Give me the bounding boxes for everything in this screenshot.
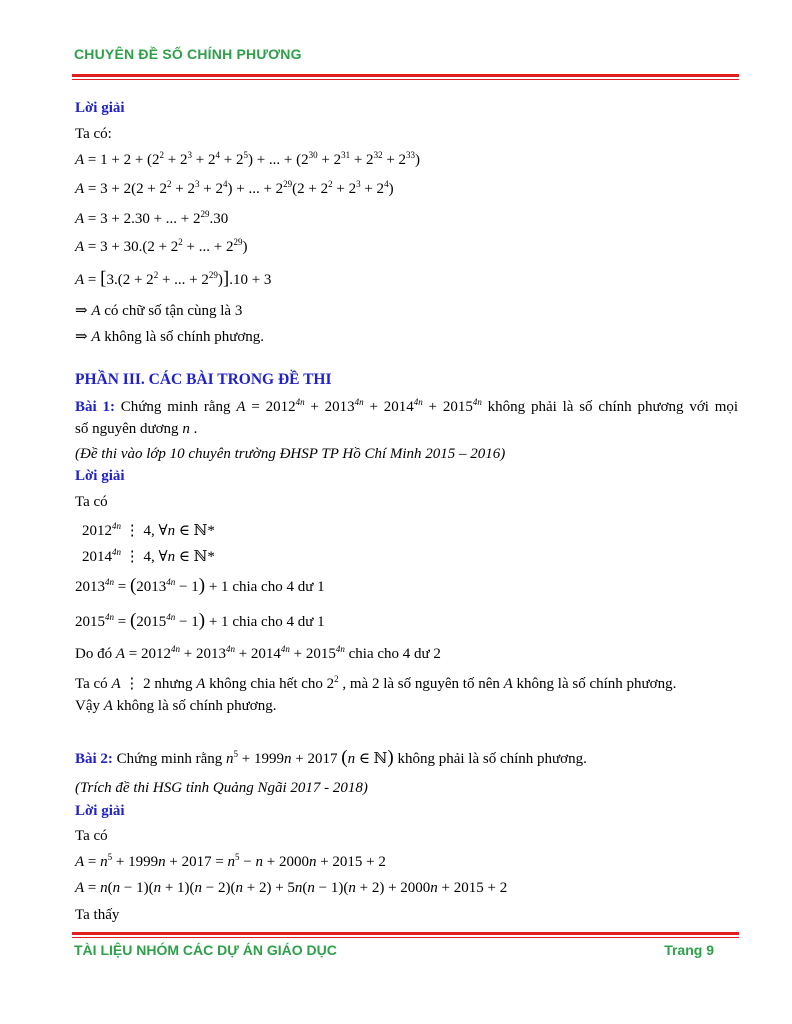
text: Ta có: [75, 676, 108, 692]
text: , mà 2 là số nguyên tố nên: [342, 676, 500, 692]
header-rule-thin: [72, 79, 739, 80]
equation-line: $2014^{4n}$ ⋮ 4, ∀n ∈ ℕ*: [82, 547, 215, 565]
page-footer: [74, 942, 714, 958]
equation-line: $2015^{4n} = (2015^{4n} - 1) + 1$ chia cho 4 dư 1: [75, 610, 325, 631]
problem-statement: Bài 1: Chứng minh rằng $A = 2012^{4n} + 2013^{4n} + 2014^{4n} + 2015^{4n}$ không phải là số chính phương với mọi: [75, 397, 739, 415]
page-number: Trang 9: [664, 942, 714, 958]
footer-left: TÀI LIỆU NHÓM CÁC DỰ ÁN GIÁO DỤC: [74, 942, 337, 958]
conclusion-line: ⇒ A không là số chính phương.: [75, 329, 265, 345]
problem-source: (Đề thi vào lớp 10 chuyên trường ĐHSP TP Hồ Chí Minh 2015 – 2016): [75, 446, 506, 462]
text: nhưng: [154, 676, 193, 692]
equation-line: Do đó $A = 2012^{4n} + 2013^{4n} + 2014^{4n} + 2015^{4n}$ chia cho 4 dư 2: [75, 644, 441, 662]
equation-line: $2013^{4n} = (2013^{4n} - 1) + 1$ chia cho 4 dư 1: [75, 575, 325, 596]
problem-source: (Trích đề thi HSG tỉnh Quảng Ngãi 2017 - 2018): [75, 780, 368, 796]
problem-label: Bài 1:: [75, 399, 115, 415]
equation-line: $A = 3 + 2(2 + 2^2 + 2^3 + 2^4)$ + ... + $2^{29}(2 + 2^2 + 2^3 + 2^4)$: [75, 179, 394, 197]
equation-line: A = 3 + 2.30 + ... + $2^{29}.30$: [75, 209, 229, 227]
problem-text: không phải là số chính phương.: [397, 751, 587, 767]
text: Vậy: [75, 698, 100, 714]
text: chia cho 4 dư 2: [348, 646, 441, 662]
header-rule: [72, 74, 739, 77]
equation-text: chia cho 4 dư 1: [232, 579, 325, 595]
problem-text: không phải là số chính phương với mọi: [487, 399, 739, 415]
solution-label: Lời giải: [75, 468, 125, 484]
intro-text: Ta có: [75, 828, 108, 844]
problem-statement: Bài 2: Chứng minh rằng $n^5 + 1999n + 2017$ (n ∈ ℕ) không phải là số chính phương.: [75, 747, 587, 768]
conclusion-text: không là số chính phương.: [104, 329, 265, 345]
conclusion-line: ⇒ A có chữ số tận cùng là 3: [75, 303, 243, 319]
equation-line: $A = n^5 + 1999n + 2017 = n^5 - n + 2000n + 2015 + 2$: [75, 852, 386, 870]
text: không là số chính phương.: [516, 676, 677, 692]
problem-text: Chứng minh rằng: [120, 399, 231, 415]
solution-label: Lời giải: [75, 803, 125, 819]
equation-line: $2012^{4n}$ ⋮ 4, ∀n ∈ ℕ*: [82, 521, 215, 539]
problem-text: số nguyên dương: [75, 421, 179, 437]
text-line: Ta có A ⋮ 2 nhưng A không chia hết cho $2^2$ , mà 2 là số nguyên tố nên A không là số chính phương.: [75, 674, 677, 692]
page-header-title: CHUYÊN ĐỀ SỐ CHÍNH PHƯƠNG: [74, 46, 302, 62]
conclusion-text: có chữ số tận cùng là 3: [104, 303, 243, 319]
text-line: Ta thấy: [75, 907, 120, 923]
problem-text: Chứng minh rằng: [116, 751, 223, 767]
text-line: Vậy A không là số chính phương.: [75, 698, 277, 714]
intro-text: Ta có:: [75, 126, 112, 142]
footer-rule: [72, 932, 739, 935]
equation-line: $A = 3 + 30.(2 + 2^2$ + ... + $2^{29}$): [75, 237, 248, 255]
footer-rule-thin: [72, 937, 739, 938]
text: không chia hết cho: [209, 676, 323, 692]
equation-line: A = n(n − 1)(n + 1)(n − 2)(n + 2) + 5n(n − 1)(n + 2) + 2000n + 2015 + 2: [75, 880, 508, 896]
equation-text: chia cho 4 dư 1: [232, 614, 325, 630]
text: không là số chính phương.: [116, 698, 277, 714]
solution-label: Lời giải: [75, 100, 125, 116]
intro-text: Ta có: [75, 494, 108, 510]
text: Do đó: [75, 646, 113, 662]
equation-line: $A = [3.(2 + 2^2$ + ... + $2^{29})].10 + 3$: [75, 268, 272, 289]
problem-statement-cont: số nguyên dương n .: [75, 421, 198, 437]
equation-line: $A = 1 + 2 + (2^2 + 2^3 + 2^4 + 2^5)$ + ... + $(2^{30} + 2^{31} + 2^{32} + 2^{33})$: [75, 150, 421, 168]
section-title: PHẦN III. CÁC BÀI TRONG ĐỀ THI: [75, 371, 332, 388]
problem-label: Bài 2:: [75, 751, 113, 767]
